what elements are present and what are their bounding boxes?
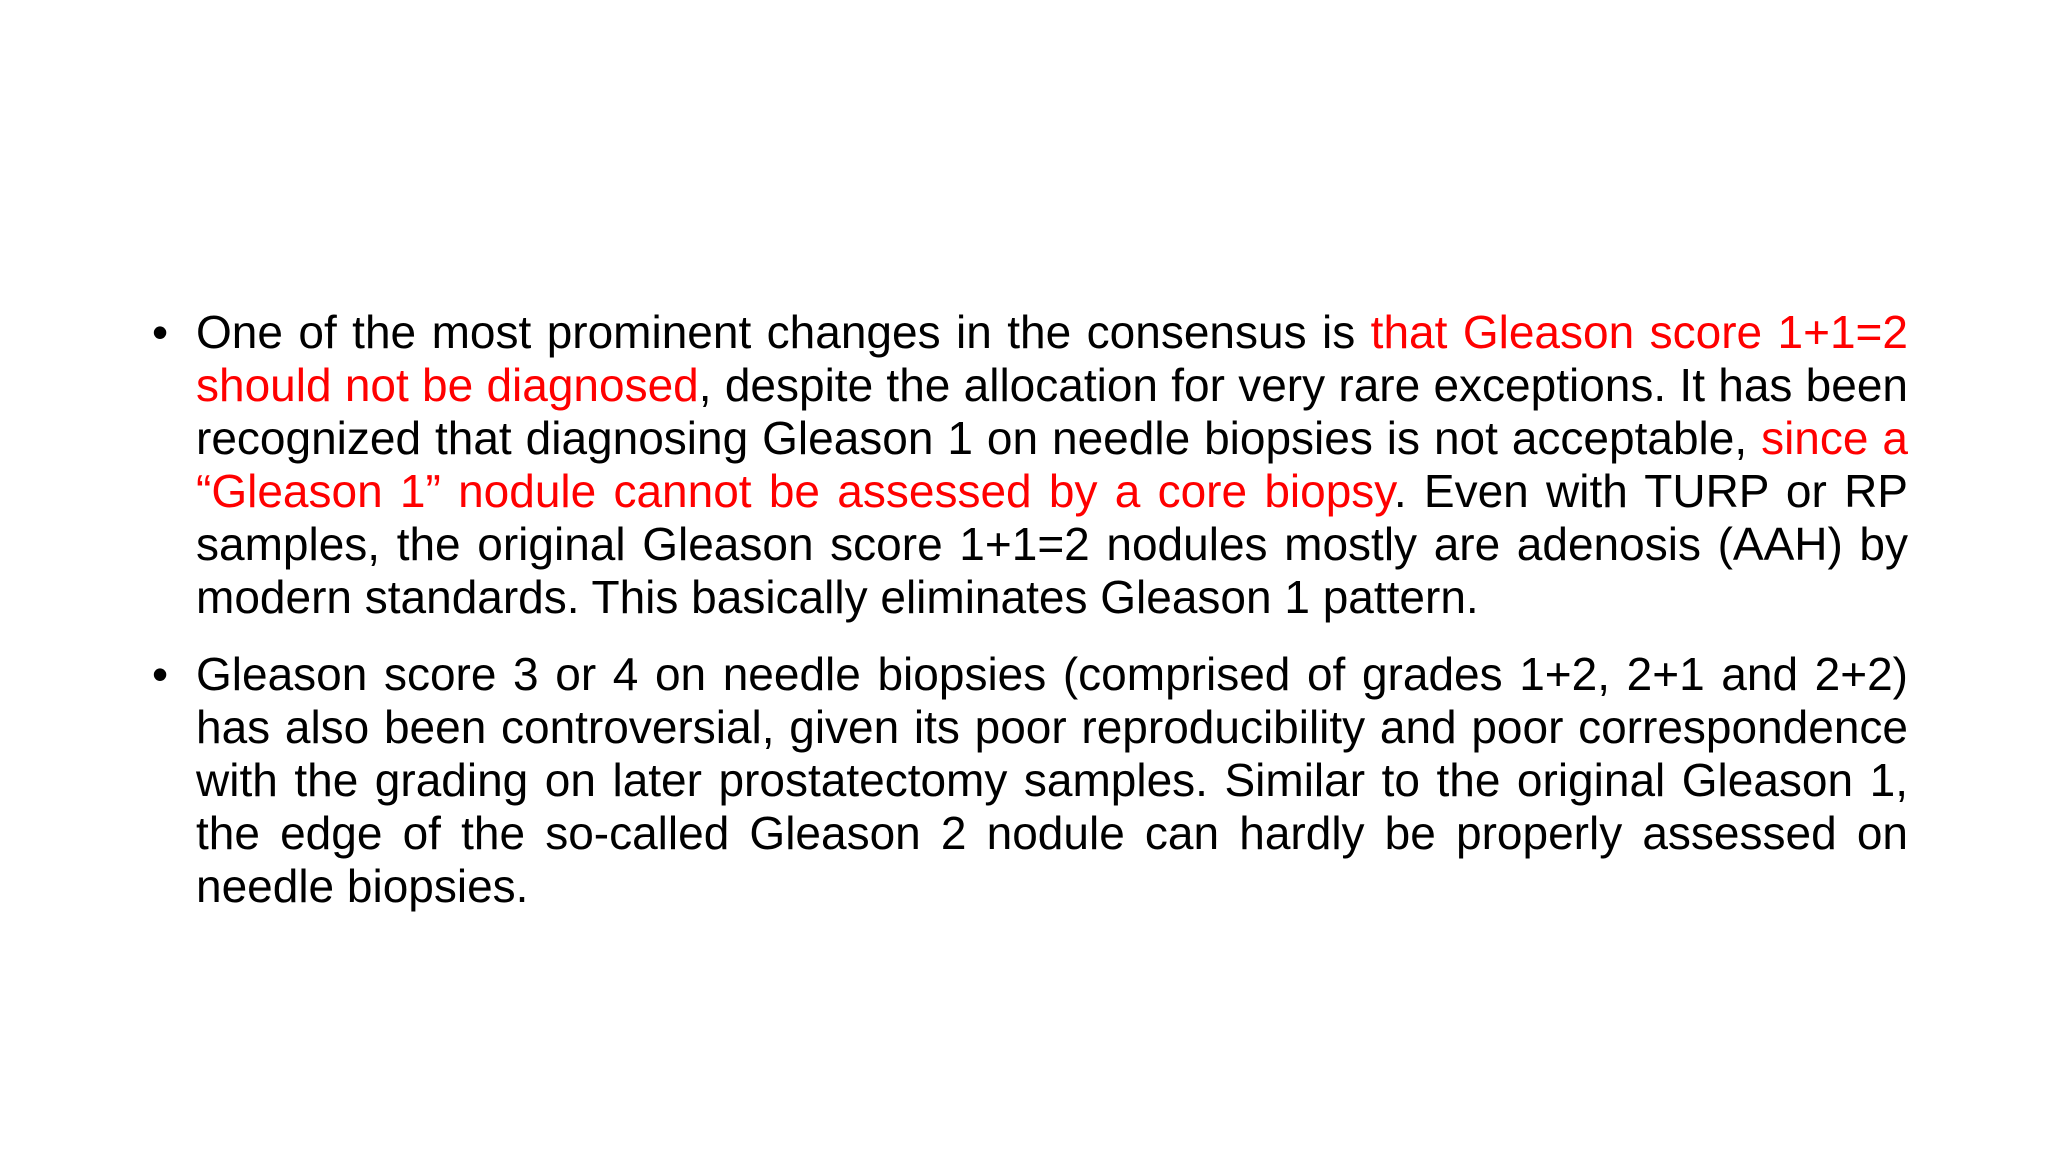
highlighted-text-segment: that Gleason score 1+1=2 should not be diagnosed	[196, 306, 1909, 411]
bullet-list	[148, 306, 1908, 937]
bullet-text-segment: . Even with TURP or RP samples, the original Gleason score 1+1=2 nodules mostly are adenosis (AAH) by modern standards. This basically eliminates Gleason 1 pattern.	[196, 465, 1908, 623]
highlighted-text-segment: since a “Gleason 1” nodule cannot be assessed by a core biopsy	[196, 412, 1908, 517]
bullet-item-2	[148, 648, 1908, 913]
bullet-item-1	[148, 306, 1908, 624]
bullet-icon: •	[152, 306, 169, 358]
bullet-icon: •	[152, 648, 169, 700]
bullet-text-segment: , despite the allocation for very rare exceptions. It has been recognized that diagnosing Gleason 1 on needle biopsies is not acceptable,	[196, 359, 1909, 464]
bullet-text-segment: Gleason score 3 or 4 on needle biopsies (comprised of grades 1+2, 2+1 and 2+2) has also been controversial, given its poor reproducibility and poor correspondence with the grading on later prostatectomy samples. Similar to the original Gleason 1, the edge of the so-called Gleason 2 nodule can hardly be properly assessed on needle biopsies.	[196, 648, 1908, 912]
bullet-text-segment: One of the most prominent changes in the consensus is	[196, 306, 1371, 358]
